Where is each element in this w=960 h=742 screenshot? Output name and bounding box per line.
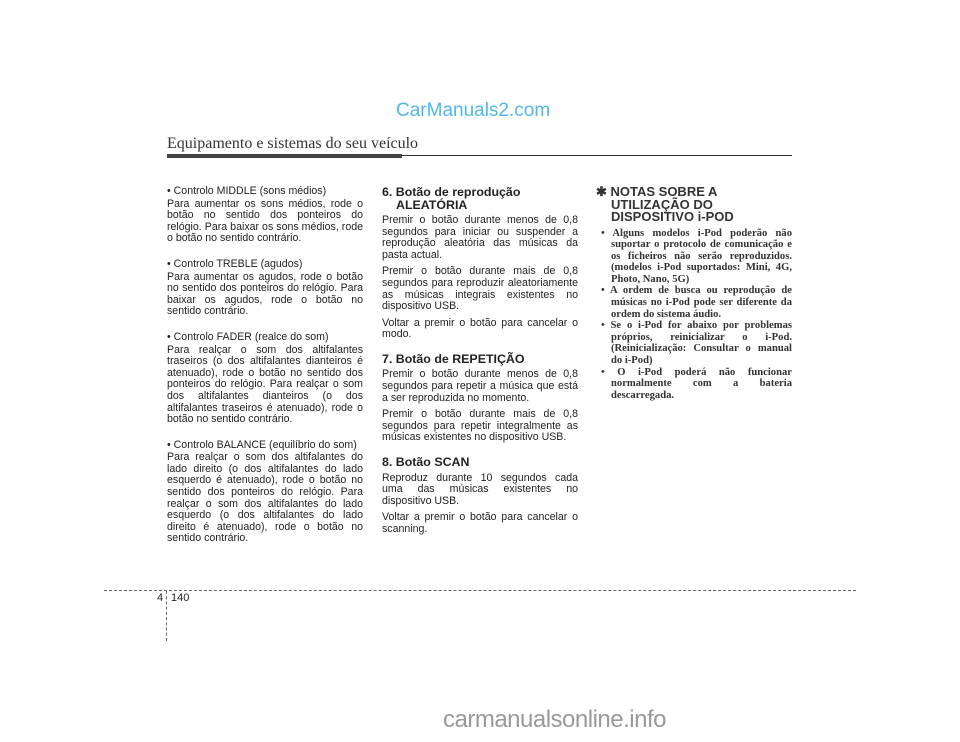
page-number: 140 — [171, 592, 190, 604]
note-item: • Se o i-Pod for abaixo por problemas próprios, reinicializar o i-Pod. (Reinicialização: Consultar o manual do i-Pod) — [601, 320, 792, 367]
column-buttons — [382, 186, 578, 540]
control-fader-text: Para realçar o som dos altifalantes traseiros (o dos altifalantes dianteiros é atenuado), rode o botão no sentido dos ponteiros do relógio. Para realçar o som dos altifalantes dianteiros (o dos altifalantes traseiros é atenuado), rode o botão no sentido contrário. — [167, 343, 363, 426]
heading-scan: 8. Botão SCAN — [382, 455, 470, 469]
random-text-2: Premir o botão durante mais de 0,8 segundos para reproduzir aleatoriamente as músicas integrais existentes no dispositivo USB. — [382, 265, 578, 313]
heading-random-line2: ALEATÓRIA — [396, 197, 468, 212]
notes-heading — [596, 186, 792, 224]
repeat-text-2: Premir o botão durante mais de 0,8 segundos para repetir integralmente as músicas existentes no dispositivo USB. — [382, 408, 578, 444]
scan-text-1: Reproduz durante 10 segundos cada uma das músicas existentes no dispositivo USB. — [382, 471, 578, 507]
control-balance-text: Para realçar o som dos altifalantes do lado direito (o dos altifalantes do lado esquerdo é atenuado), rode o botão no sentido dos ponteiros do relógio. Para realçar o som dos altifalantes do lado esquerdo (o dos altifalantes do lado direito é atenuado), rode o botão no sentido contrário. — [167, 451, 363, 545]
random-text-1: Premir o botão durante menos de 0,8 segundos para iniciar ou suspender a reprodução aleatória das músicas da pasta actual. — [382, 214, 578, 261]
control-treble-label: • Controlo TREBLE (agudos) — [167, 257, 303, 270]
heading-random-line1: 6. Botão de reprodução — [382, 185, 521, 199]
note-item: • Alguns modelos i-Pod poderão não suportar o protocolo de comunicação e os ficheiros não serão reproduzidos. (modelos i-Pod suportados: Mini, 4G, Photo, Nano, 5G) — [601, 227, 792, 285]
repeat-text-1: Premir o botão durante menos de 0,8 segundos para repetir a música que está a ser reproduzida no momento. — [382, 368, 578, 404]
control-treble-text: Para aumentar os agudos, rode o botão no sentido dos ponteiros do relógio. Para baixar os agudos, rode o botão no sentido contrário. — [167, 270, 363, 318]
column-ipod-notes — [596, 186, 792, 401]
notes-heading-line2: UTILIZAÇÃO DO — [611, 196, 713, 212]
notes-list — [596, 228, 792, 402]
chapter-number: 4 — [157, 592, 164, 604]
scan-text-2: Voltar a premir o botão para cancelar o scanning. — [382, 511, 578, 535]
note-item: • A ordem de busca ou reprodução de músicas no i-Pod pode ser diferente da ordem do sistema áudio. — [601, 285, 792, 320]
note-item: • O i-Pod poderá não funcionar normalmente com a bateria descarregada. — [601, 366, 792, 401]
heading-random — [382, 186, 578, 211]
watermark-top: CarManuals2.com — [396, 100, 551, 121]
control-middle-text: Para aumentar os sons médios, rode o botão no sentido dos ponteiros do relógio. Para baixar os sons médios, rode o botão no sentido contrário. — [167, 197, 363, 245]
footer-divider — [166, 591, 167, 641]
header-bar — [167, 154, 402, 158]
random-text-3: Voltar a premir o botão para cancelar o modo. — [382, 316, 578, 341]
notes-heading-line3: DISPOSITIVO i-POD — [611, 209, 734, 224]
section-header-title: Equipamento e sistemas do seu veículo — [167, 135, 419, 152]
watermark-bottom: carmanualsonline.info — [443, 706, 666, 733]
control-middle-label: • Controlo MIDDLE (sons médios) — [167, 185, 327, 197]
footer-rule — [104, 590, 856, 591]
notes-heading-line1: ✱ NOTAS SOBRE A — [596, 184, 718, 199]
column-audio-controls — [167, 186, 363, 559]
control-balance-label: • Controlo BALANCE (equilíbrio do som) — [167, 438, 357, 451]
heading-repeat: 7. Botão de REPETIÇÃO — [382, 351, 525, 366]
control-fader-label: • Controlo FADER (realce do som) — [167, 330, 329, 343]
